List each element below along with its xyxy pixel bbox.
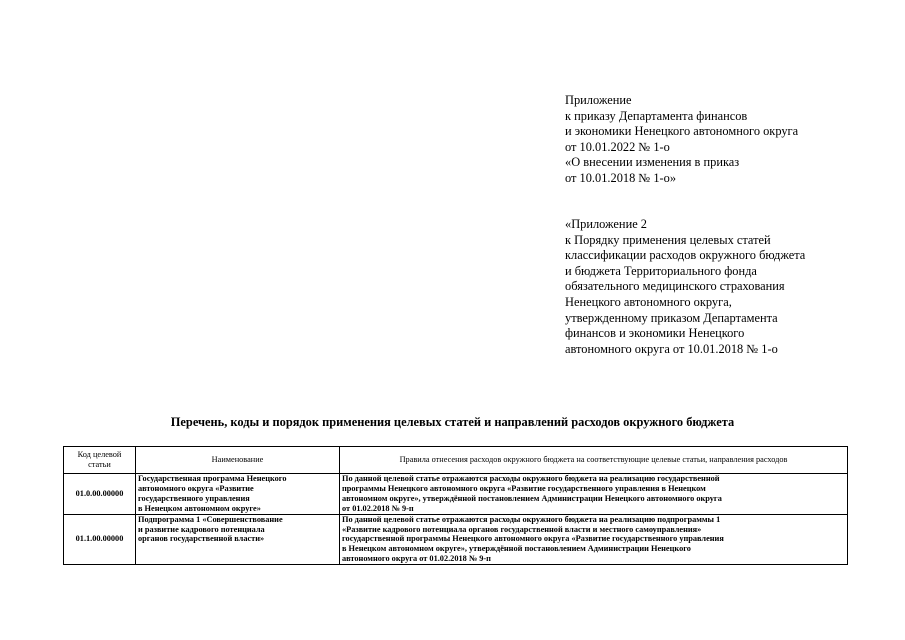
header-line: к приказу Департамента финансов (565, 108, 748, 123)
header-line: обязательного медицинского страхования (565, 279, 785, 294)
target-article-code: 01.0.00.00000 (64, 474, 136, 515)
name-line: Государственная программа Ненецкого (138, 474, 287, 483)
target-article-code: 01.1.00.00000 (64, 514, 136, 565)
rule-line: от 01.02.2018 № 9-п (342, 503, 414, 513)
column-header-code: Код целевой статьи (64, 447, 136, 474)
rule-line: автономном округе», утверждённой постановлением Администрации Ненецкого автономного округа (342, 493, 722, 503)
appendix-2-header-block (565, 217, 805, 357)
header-line: Ненецкого автономного округа, (565, 294, 732, 309)
header-line: к Порядку применения целевых статей (565, 232, 771, 247)
header-line: и бюджета Территориального фонда (565, 263, 757, 278)
target-article-rule (340, 474, 848, 515)
header-line: «О внесении изменения в приказ (565, 155, 740, 170)
name-line: государственного управления (138, 493, 250, 503)
rule-line: в Ненецком автономном округе», утверждённой постановлением Администрации Ненецкого (342, 544, 691, 554)
rule-line: По данной целевой статье отражаются расходы окружного бюджета на реализацию подпрограммы 1 (342, 514, 721, 524)
target-article-name (136, 514, 340, 565)
header-line: от 10.01.2022 № 1-о (565, 139, 670, 154)
header-line: и экономики Ненецкого автономного округа (565, 124, 799, 139)
header-line: финансов и экономики Ненецкого (565, 326, 745, 341)
rule-line: По данной целевой статье отражаются расходы окружного бюджета на реализацию государственной (342, 474, 720, 483)
name-line: органов государственной власти» (138, 534, 265, 544)
target-articles-table (63, 446, 848, 565)
rule-line: государственной программы Ненецкого автономного округа «Развитие государственного управления (342, 534, 724, 544)
target-article-rule (340, 514, 848, 565)
name-line: Подпрограмма 1 «Совершенствование (138, 514, 283, 524)
table-header-row (64, 447, 848, 474)
header-line: Приложение (565, 93, 632, 107)
rule-line: автономного округа от 01.02.2018 № 9-п (342, 554, 491, 564)
table-row (64, 514, 848, 565)
name-line: в Ненецком автономном округе» (138, 503, 261, 513)
table-row (64, 474, 848, 515)
document-title: Перечень, коды и порядок применения целевых статей и направлений расходов окружного бюджета (170, 415, 735, 429)
rule-line: программы Ненецкого автономного округа «Развитие государственного управления в Ненецком (342, 483, 706, 493)
header-line: автономного округа от 10.01.2018 № 1-о (565, 341, 778, 356)
name-line: и развитие кадрового потенциала (138, 524, 265, 534)
header-line: утвержденному приказом Департамента (565, 310, 778, 325)
appendix-header-block (565, 93, 798, 187)
header-line: от 10.01.2018 № 1-о» (565, 170, 677, 185)
header-line: «Приложение 2 (565, 217, 647, 231)
rule-line: «Развитие кадрового потенциала органов государственной власти и местного самоуправления» (342, 524, 702, 534)
column-header-rule: Правила отнесения расходов окружного бюджета на соответствующие целевые статьи, направления расходов (340, 447, 848, 474)
header-line: классификации расходов окружного бюджета (565, 248, 806, 263)
column-header-name: Наименование (136, 447, 340, 474)
target-article-name (136, 474, 340, 515)
name-line: автономного округа «Развитие (138, 483, 254, 493)
